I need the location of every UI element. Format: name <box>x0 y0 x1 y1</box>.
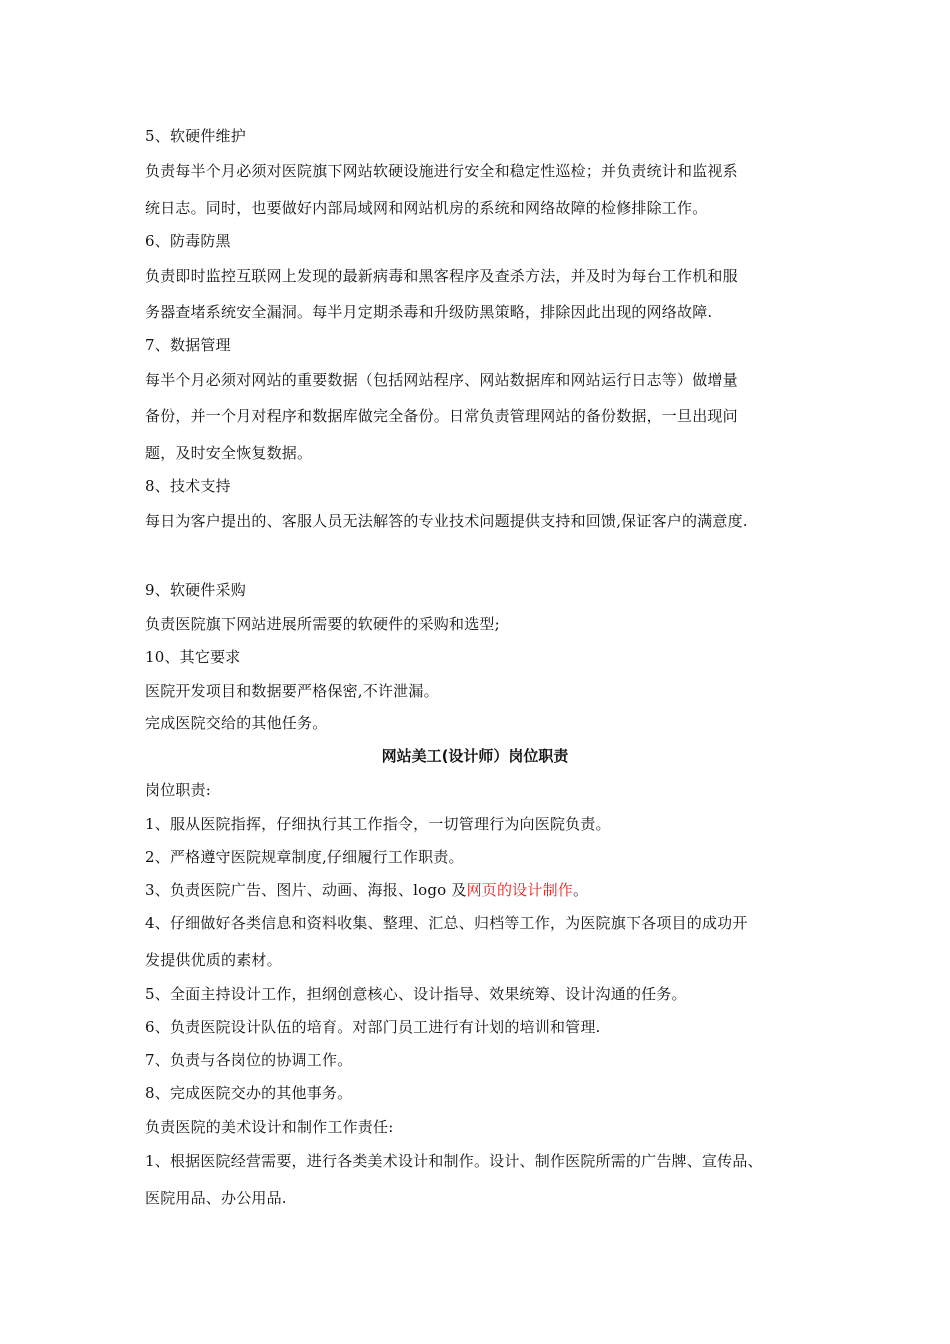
item7-title: 7、数据管理 <box>145 336 231 354</box>
item6-text-line2: 务器查堵系统安全漏洞。每半月定期杀毒和升级防黑策略，排除因此出现的网络故障. <box>145 303 713 321</box>
item6-title: 6、防毒防黑 <box>145 232 231 250</box>
item5-text-line2: 统日志。同时，也要做好内部局域网和网站机房的系统和网络故障的检修排除工作。 <box>145 199 708 217</box>
duty-1: 1、服从医院指挥，仔细执行其工作指令，一切管理行为向医院负责。 <box>145 815 611 833</box>
item6-text-line1: 负责即时监控互联网上发现的最新病毒和黑客程序及查杀方法，并及时为每台工作机和服 <box>145 267 738 285</box>
item10-text-line1: 医院开发项目和数据要严格保密,不许泄漏。 <box>145 682 439 700</box>
duty-8: 8、完成医院交办的其他事务。 <box>145 1084 353 1102</box>
duty-6: 6、负责医院设计队伍的培育。对部门员工进行有计划的培训和管理. <box>145 1018 601 1036</box>
duty-5: 5、全面主持设计工作，担纲创意核心、设计指导、效果统筹、设计沟通的任务。 <box>145 985 687 1003</box>
item8-title: 8、技术支持 <box>145 477 231 495</box>
section-heading: 网站美工(设计师）岗位职责 <box>381 747 569 765</box>
item10-text-line2: 完成医院交给的其他任务。 <box>145 714 328 732</box>
item5-title: 5、软硬件维护 <box>145 127 246 145</box>
art-responsibility-title: 负责医院的美术设计和制作工作责任: <box>145 1118 394 1136</box>
duty-3-suffix: 。 <box>572 881 589 899</box>
item7-text-line3: 题，及时安全恢复数据。 <box>145 444 313 462</box>
duty-7: 7、负责与各岗位的协调工作。 <box>145 1051 353 1069</box>
duty-2: 2、严格遵守医院规章制度,仔细履行工作职责。 <box>145 848 464 866</box>
duty-4-line1: 4、仔细做好各类信息和资料收集、整理、汇总、归档等工作，为医院旗下各项目的成功开 <box>145 914 748 932</box>
item7-text-line2: 备份，并一个月对程序和数据库做完全备份。日常负责管理网站的备份数据，一旦出现问 <box>145 407 738 425</box>
duty-4-line2: 发提供优质的素材。 <box>145 951 282 969</box>
item9-title: 9、软硬件采购 <box>145 581 246 599</box>
duty-3 <box>145 880 825 900</box>
item9-text-line1: 负责医院旗下网站进展所需要的软硬件的采购和选型; <box>145 615 500 633</box>
item10-title: 10、其它要求 <box>145 648 241 666</box>
art-item-1-line1: 1、根据医院经营需要，进行各类美术设计和制作。设计、制作医院所需的广告牌、宣传品、 <box>145 1152 763 1170</box>
duties-subheading: 岗位职责: <box>145 781 212 799</box>
duty-3-prefix: 3、负责医院广告、图片、动画、海报、logo 及 <box>145 881 467 899</box>
item5-text-line1: 负责每半个月必须对医院旗下网站软硬设施进行安全和稳定性巡检；并负责统计和监视系 <box>145 162 738 180</box>
art-item-1-line2: 医院用品、办公用品. <box>145 1189 287 1207</box>
duty-3-highlight: 网页的设计制作 <box>466 881 573 899</box>
item7-text-line1: 每半个月必须对网站的重要数据（包括网站程序、网站数据库和网站运行日志等）做增量 <box>145 371 738 389</box>
item8-text-line1: 每日为客户提出的、客服人员无法解答的专业技术问题提供支持和回馈,保证客户的满意度. <box>145 512 748 530</box>
